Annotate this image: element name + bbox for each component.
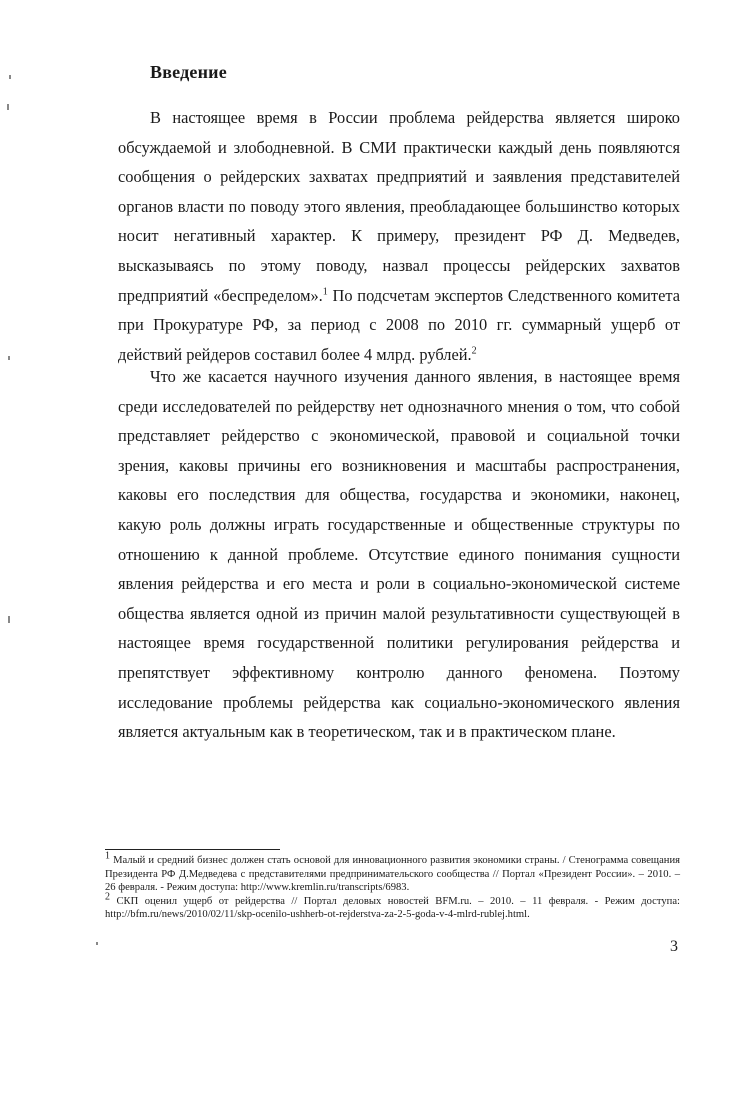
footnote-1-text: Малый и средний бизнес должен стать основой для инновационного развития экономики страны. / Стенограмма совещания Президента РФ Д.Медведева с представителями предпринимательского сообщества // Портал «Президент России». – 2010. – 26 февраля. - Режим доступа: http://www.kremlin.ru/transcripts/6983. (105, 855, 680, 894)
paragraph-1-text-a: В настоящее время в России проблема рейдерства является широко обсуждаемой и злободневной. В СМИ практически каждый день появляются сообщения о рейдерских захватах предприятий и заявления представителей органов власти по поводу этого явления, преобладающее большинство которых носит негативный характер. К примеру, президент РФ Д. Медведев, высказываясь по этому поводу, назвал процессы рейдерских захватов предприятий «беспределом». (118, 108, 680, 305)
scan-artifact (9, 75, 11, 79)
scan-artifact (8, 616, 10, 623)
paragraph-2: Что же касается научного изучения данного явления, в настоящее время среди исследователей по рейдерству нет однозначного мнения о том, что собой представляет рейдерство с экономической, правовой и социальной точки зрения, каковы причины его возникновения и масштабы распространения, каковы его последствия для общества, государства и экономики, наконец, какую роль должны играть государственные и общественные структуры по отношению к данной проблеме. Отсутствие единого понимания сущности явления рейдерства и его места и роли в социально-экономической системе общества является одной из причин малой результативности существующей в настоящее время государственной политики регулирования рейдерства и препятствует эффективному контролю данного феномена. Поэтому исследование проблемы рейдерства как социально-экономического явления является актуальным как в теоретическом, так и в практическом плане. (118, 367, 680, 742)
footnotes (105, 850, 680, 922)
scan-artifact (8, 356, 10, 360)
section-heading: Введение (150, 62, 227, 82)
scan-artifact (96, 942, 98, 945)
footnote-ref-1: 1 (322, 286, 328, 298)
footnote-ref-2: 2 (471, 345, 477, 357)
footnote-2-number: 2 (105, 891, 110, 903)
footnote-1 (105, 850, 680, 895)
page-number: 3 (670, 938, 678, 955)
footnote-separator (105, 849, 280, 850)
scan-artifact (7, 104, 9, 110)
footnote-2-text: СКП оценил ущерб от рейдерства // Портал деловых новостей BFM.ru. – 2010. – 11 февраля. - Режим доступа: http://bfm.ru/news/2010/02/11/skp-ocenilo-ushherb-ot-rejderstva-za-2-5-goda-v-4-mlrd-rublej.html. (105, 895, 680, 921)
paragraph-1-text-b: По подсчетам экспертов Следственного комитета при Прокуратуре РФ, за период с 2008 по 2010 гг. суммарный ущерб от действий рейдеров составил более 4 млрд. рублей. (118, 285, 680, 364)
footnote-2 (105, 891, 680, 922)
footnote-1-number: 1 (105, 850, 110, 862)
paragraph-1 (118, 103, 680, 369)
